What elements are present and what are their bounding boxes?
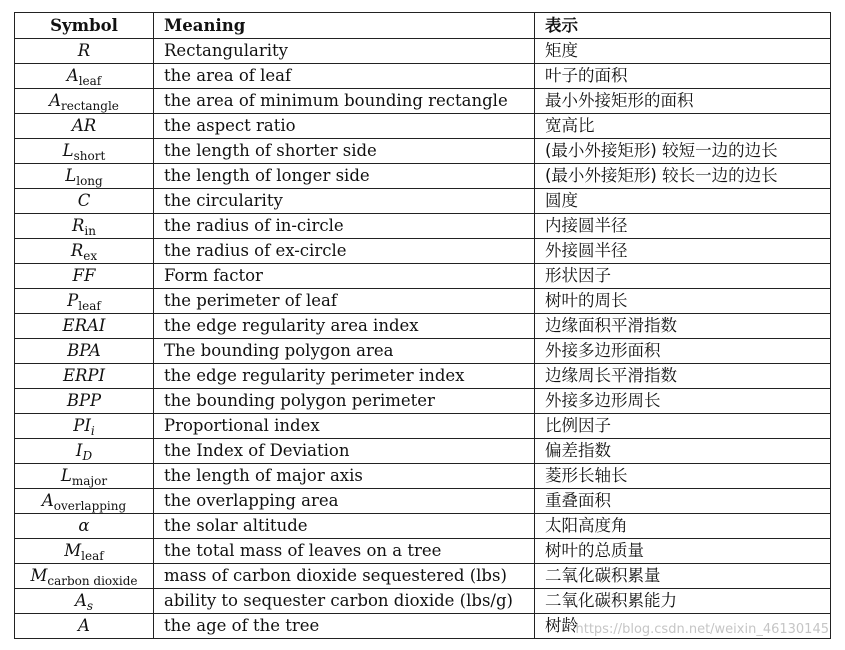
chinese-cell: 边缘周长平滑指数 <box>535 364 831 389</box>
chinese-cell: 边缘面积平滑指数 <box>535 314 831 339</box>
symbol-cell <box>15 139 154 164</box>
symbol-cell <box>15 239 154 264</box>
meaning-cell: The bounding polygon area <box>154 339 535 364</box>
symbol-subscript: D <box>82 449 93 463</box>
table-row <box>15 414 831 439</box>
symbol-cell <box>15 464 154 489</box>
symbol-subscript: leaf <box>78 299 101 313</box>
meaning-cell: the solar altitude <box>154 514 535 539</box>
chinese-cell: 矩度 <box>535 39 831 64</box>
table-row <box>15 589 831 614</box>
table-row <box>15 539 831 564</box>
symbol-main: L <box>60 466 72 485</box>
table-row <box>15 114 831 139</box>
symbol-subscript: major <box>71 474 108 488</box>
symbol-main: I <box>75 441 83 460</box>
symbol-main: A <box>66 66 79 85</box>
meaning-cell: Form factor <box>154 264 535 289</box>
symbol-cell <box>15 564 154 589</box>
symbol-cell <box>15 414 154 439</box>
table-row <box>15 289 831 314</box>
chinese-cell: 圆度 <box>535 189 831 214</box>
symbol-cell <box>15 314 154 339</box>
symbol-main: A <box>74 591 87 610</box>
table-row <box>15 164 831 189</box>
table-row <box>15 239 831 264</box>
meaning-cell: the perimeter of leaf <box>154 289 535 314</box>
table-row <box>15 314 831 339</box>
symbol-cell <box>15 614 154 639</box>
table-body <box>15 39 831 639</box>
symbol-main: BPP <box>66 391 102 410</box>
table-header-row <box>15 13 831 39</box>
symbol-main: P <box>67 291 79 310</box>
chinese-cell: 外接多边形周长 <box>535 389 831 414</box>
symbol-main: M <box>30 566 48 585</box>
symbol-cell <box>15 89 154 114</box>
symbol-subscript: ex <box>83 249 98 263</box>
table-row <box>15 139 831 164</box>
table-row <box>15 189 831 214</box>
chinese-cell: 外接圆半径 <box>535 239 831 264</box>
meaning-cell: the total mass of leaves on a tree <box>154 539 535 564</box>
symbol-main: PI <box>73 416 91 435</box>
symbol-subscript: rectangle <box>61 99 119 113</box>
table-row <box>15 39 831 64</box>
meaning-cell: the circularity <box>154 189 535 214</box>
symbol-cell <box>15 489 154 514</box>
symbol-main: R <box>77 41 91 60</box>
symbol-cell <box>15 114 154 139</box>
symbol-cell <box>15 339 154 364</box>
table-row <box>15 264 831 289</box>
header-meaning: Meaning <box>154 13 535 39</box>
chinese-cell: 外接多边形面积 <box>535 339 831 364</box>
symbol-cell <box>15 164 154 189</box>
table-row <box>15 214 831 239</box>
chinese-cell: 树叶的总质量 <box>535 539 831 564</box>
symbol-main: α <box>78 516 90 535</box>
meaning-cell: ability to sequester carbon dioxide (lbs/g) <box>154 589 535 614</box>
table-row <box>15 339 831 364</box>
symbol-cell <box>15 389 154 414</box>
chinese-cell: 二氧化碳积累量 <box>535 564 831 589</box>
symbol-main: C <box>77 191 91 210</box>
header-chinese: 表示 <box>535 13 831 39</box>
meaning-cell: the bounding polygon perimeter <box>154 389 535 414</box>
chinese-cell: 最小外接矩形的面积 <box>535 89 831 114</box>
symbol-main: L <box>62 141 74 160</box>
symbol-cell <box>15 39 154 64</box>
symbol-subscript: s <box>86 599 94 613</box>
symbol-main: R <box>70 241 84 260</box>
symbol-cell <box>15 64 154 89</box>
table-row <box>15 614 831 639</box>
symbol-main: A <box>78 616 90 635</box>
symbol-main: A <box>41 491 54 510</box>
meaning-cell: the age of the tree <box>154 614 535 639</box>
symbol-subscript: leaf <box>78 74 102 88</box>
watermark-text: https://blog.csdn.net/weixin_46130145 <box>575 622 829 637</box>
symbol-cell <box>15 439 154 464</box>
symbol-cell <box>15 539 154 564</box>
symbol-subscript: leaf <box>81 549 104 563</box>
symbol-main: FF <box>72 266 96 285</box>
table-row <box>15 89 831 114</box>
chinese-cell: 菱形长轴长 <box>535 464 831 489</box>
symbol-subscript: long <box>76 174 103 188</box>
symbol-subscript: in <box>84 224 96 238</box>
symbol-main: A <box>49 91 62 110</box>
symbol-main: M <box>64 541 82 560</box>
meaning-cell: the length of longer side <box>154 164 535 189</box>
meaning-cell: the edge regularity area index <box>154 314 535 339</box>
chinese-cell: (最小外接矩形) 较短一边的边长 <box>535 139 831 164</box>
symbol-main: BPA <box>67 341 101 360</box>
symbol-subscript: i <box>90 424 95 438</box>
symbol-cell <box>15 264 154 289</box>
meaning-cell: the area of minimum bounding rectangle <box>154 89 535 114</box>
meaning-cell: the Index of Deviation <box>154 439 535 464</box>
table-row <box>15 389 831 414</box>
meaning-cell: the radius of in-circle <box>154 214 535 239</box>
symbol-cell <box>15 364 154 389</box>
meaning-cell: the overlapping area <box>154 489 535 514</box>
chinese-cell: 形状因子 <box>535 264 831 289</box>
symbol-main: AR <box>71 116 97 135</box>
symbol-main: R <box>71 216 85 235</box>
symbol-subscript: short <box>73 149 106 163</box>
symbol-subscript: carbon dioxide <box>47 574 138 588</box>
meaning-cell: Rectangularity <box>154 39 535 64</box>
chinese-cell: 树龄 <box>535 614 831 639</box>
table-row <box>15 564 831 589</box>
meaning-cell: the length of shorter side <box>154 139 535 164</box>
header-symbol: Symbol <box>15 13 154 39</box>
table-row <box>15 64 831 89</box>
symbol-cell <box>15 514 154 539</box>
chinese-cell: 二氧化碳积累能力 <box>535 589 831 614</box>
meaning-cell: the aspect ratio <box>154 114 535 139</box>
table-row <box>15 364 831 389</box>
table-row <box>15 464 831 489</box>
chinese-cell: 太阳高度角 <box>535 514 831 539</box>
table-row <box>15 514 831 539</box>
symbol-cell <box>15 589 154 614</box>
table-row <box>15 489 831 514</box>
chinese-cell: (最小外接矩形) 较长一边的边长 <box>535 164 831 189</box>
meaning-cell: the radius of ex-circle <box>154 239 535 264</box>
symbol-cell <box>15 289 154 314</box>
chinese-cell: 重叠面积 <box>535 489 831 514</box>
chinese-cell: 偏差指数 <box>535 439 831 464</box>
chinese-cell: 内接圆半径 <box>535 214 831 239</box>
chinese-cell: 叶子的面积 <box>535 64 831 89</box>
meaning-cell: the edge regularity perimeter index <box>154 364 535 389</box>
symbol-subscript: overlapping <box>53 499 127 513</box>
symbol-main: L <box>65 166 77 185</box>
meaning-cell: Proportional index <box>154 414 535 439</box>
symbol-main: ERPI <box>62 366 106 385</box>
chinese-cell: 宽高比 <box>535 114 831 139</box>
symbol-cell <box>15 189 154 214</box>
symbol-cell <box>15 214 154 239</box>
symbol-table <box>14 12 831 639</box>
meaning-cell: the area of leaf <box>154 64 535 89</box>
chinese-cell: 树叶的周长 <box>535 289 831 314</box>
meaning-cell: the length of major axis <box>154 464 535 489</box>
chinese-cell: 比例因子 <box>535 414 831 439</box>
table-row <box>15 439 831 464</box>
symbol-main: ERAI <box>62 316 106 335</box>
meaning-cell: mass of carbon dioxide sequestered (lbs) <box>154 564 535 589</box>
